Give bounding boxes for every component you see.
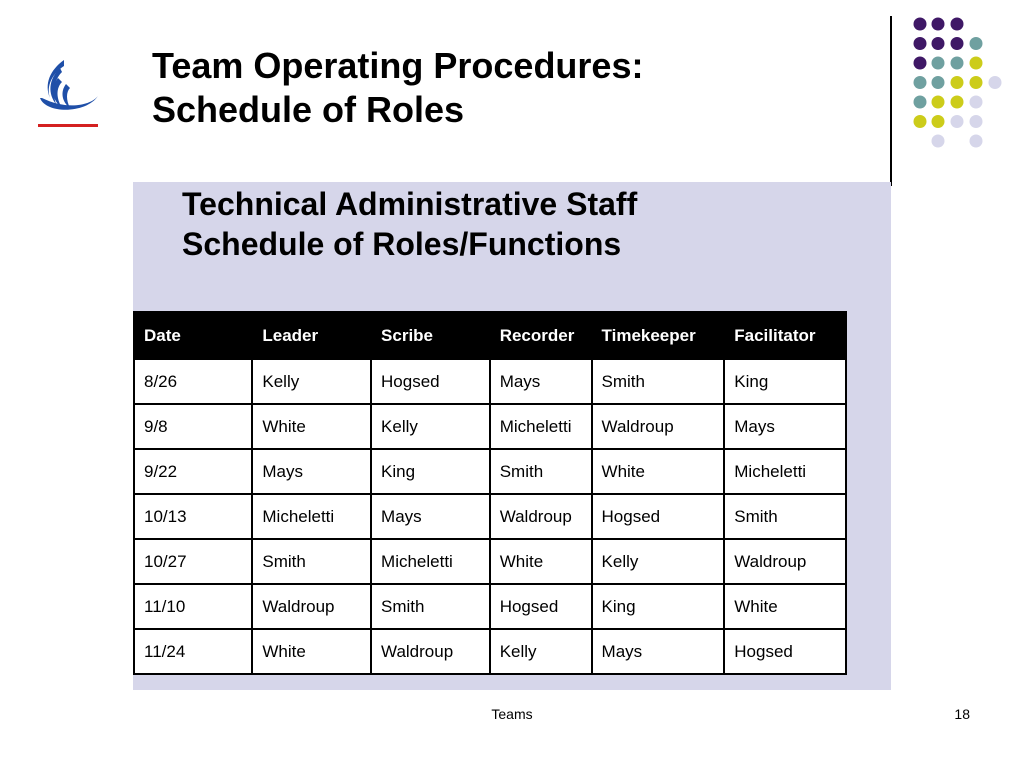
table-row [134, 449, 846, 494]
table-row [134, 359, 846, 404]
table-cell-date: 11/10 [134, 584, 252, 629]
decorative-dot [951, 96, 964, 109]
table-cell-scribe: Smith [371, 584, 490, 629]
table-cell-facilitator: Smith [724, 494, 846, 539]
table-header-row [134, 312, 846, 359]
table-cell-scribe: Hogsed [371, 359, 490, 404]
table-cell-leader: Smith [252, 539, 371, 584]
table-row [134, 494, 846, 539]
table-cell-timekeeper: Mays [592, 629, 725, 674]
table-cell-leader: White [252, 629, 371, 674]
table-cell-recorder: Micheletti [490, 404, 592, 449]
table-row [134, 584, 846, 629]
table-row [134, 629, 846, 674]
decorative-dot [914, 57, 927, 70]
decorative-dot [914, 37, 927, 50]
table-cell-timekeeper: Waldroup [592, 404, 725, 449]
column-header-timekeeper: Timekeeper [592, 312, 725, 359]
table-cell-date: 9/8 [134, 404, 252, 449]
table-cell-facilitator: White [724, 584, 846, 629]
column-header-date: Date [134, 312, 252, 359]
roles-schedule-table [133, 311, 847, 675]
table-cell-date: 9/22 [134, 449, 252, 494]
table-cell-facilitator: Mays [724, 404, 846, 449]
decorative-dot [932, 76, 945, 89]
column-header-recorder: Recorder [490, 312, 592, 359]
decorative-dot [914, 18, 927, 31]
decorative-dot [951, 18, 964, 31]
table-cell-facilitator: King [724, 359, 846, 404]
table-cell-date: 10/27 [134, 539, 252, 584]
table-cell-date: 10/13 [134, 494, 252, 539]
decorative-dot [951, 37, 964, 50]
table-cell-timekeeper: Hogsed [592, 494, 725, 539]
table-cell-leader: Kelly [252, 359, 371, 404]
decorative-dot [951, 57, 964, 70]
column-header-facilitator: Facilitator [724, 312, 846, 359]
decorative-dot [932, 96, 945, 109]
decorative-dot [914, 115, 927, 128]
table-cell-leader: White [252, 404, 371, 449]
decorative-dot [951, 115, 964, 128]
decorative-dot [932, 115, 945, 128]
table-cell-date: 11/24 [134, 629, 252, 674]
table-cell-timekeeper: Smith [592, 359, 725, 404]
decorative-dot [970, 37, 983, 50]
decorative-dot [914, 76, 927, 89]
table-cell-recorder: White [490, 539, 592, 584]
table-cell-leader: Micheletti [252, 494, 371, 539]
table-cell-facilitator: Hogsed [724, 629, 846, 674]
table-cell-leader: Mays [252, 449, 371, 494]
table-cell-timekeeper: White [592, 449, 725, 494]
table-cell-recorder: Smith [490, 449, 592, 494]
table-cell-scribe: Kelly [371, 404, 490, 449]
table-cell-scribe: King [371, 449, 490, 494]
decorative-dot [989, 76, 1002, 89]
table-cell-scribe: Mays [371, 494, 490, 539]
column-header-scribe: Scribe [371, 312, 490, 359]
table-cell-recorder: Hogsed [490, 584, 592, 629]
table-cell-recorder: Kelly [490, 629, 592, 674]
decorative-divider [890, 16, 892, 186]
table-cell-timekeeper: Kelly [592, 539, 725, 584]
table-cell-recorder: Mays [490, 359, 592, 404]
decorative-dot [970, 57, 983, 70]
slide-title-line-1: Team Operating Procedures: [152, 45, 644, 86]
footer-label: Teams [491, 706, 533, 722]
decorative-dot [932, 135, 945, 148]
decorative-dot [970, 96, 983, 109]
table-row [134, 539, 846, 584]
table-cell-recorder: Waldroup [490, 494, 592, 539]
panel-heading [182, 184, 637, 264]
table-cell-leader: Waldroup [252, 584, 371, 629]
table-cell-facilitator: Waldroup [724, 539, 846, 584]
decorative-dot [970, 115, 983, 128]
decorative-dot [932, 37, 945, 50]
table-cell-scribe: Micheletti [371, 539, 490, 584]
table-cell-timekeeper: King [592, 584, 725, 629]
table-cell-date: 8/26 [134, 359, 252, 404]
table-cell-facilitator: Micheletti [724, 449, 846, 494]
panel-heading-line-1: Technical Administrative Staff [182, 186, 638, 222]
university-logo-icon [36, 56, 100, 132]
table-row [134, 404, 846, 449]
decorative-dot [970, 135, 983, 148]
slide-title-line-2: Schedule of Roles [152, 89, 465, 130]
decorative-dot [914, 96, 927, 109]
slide-number: 18 [954, 706, 970, 722]
decorative-dot-grid [900, 8, 1010, 168]
decorative-dot [970, 76, 983, 89]
decorative-dot [951, 76, 964, 89]
panel-heading-line-2: Schedule of Roles/Functions [182, 226, 622, 262]
table-cell-scribe: Waldroup [371, 629, 490, 674]
decorative-dot [932, 18, 945, 31]
slide-title [152, 44, 643, 132]
column-header-leader: Leader [252, 312, 371, 359]
decorative-dot [932, 57, 945, 70]
